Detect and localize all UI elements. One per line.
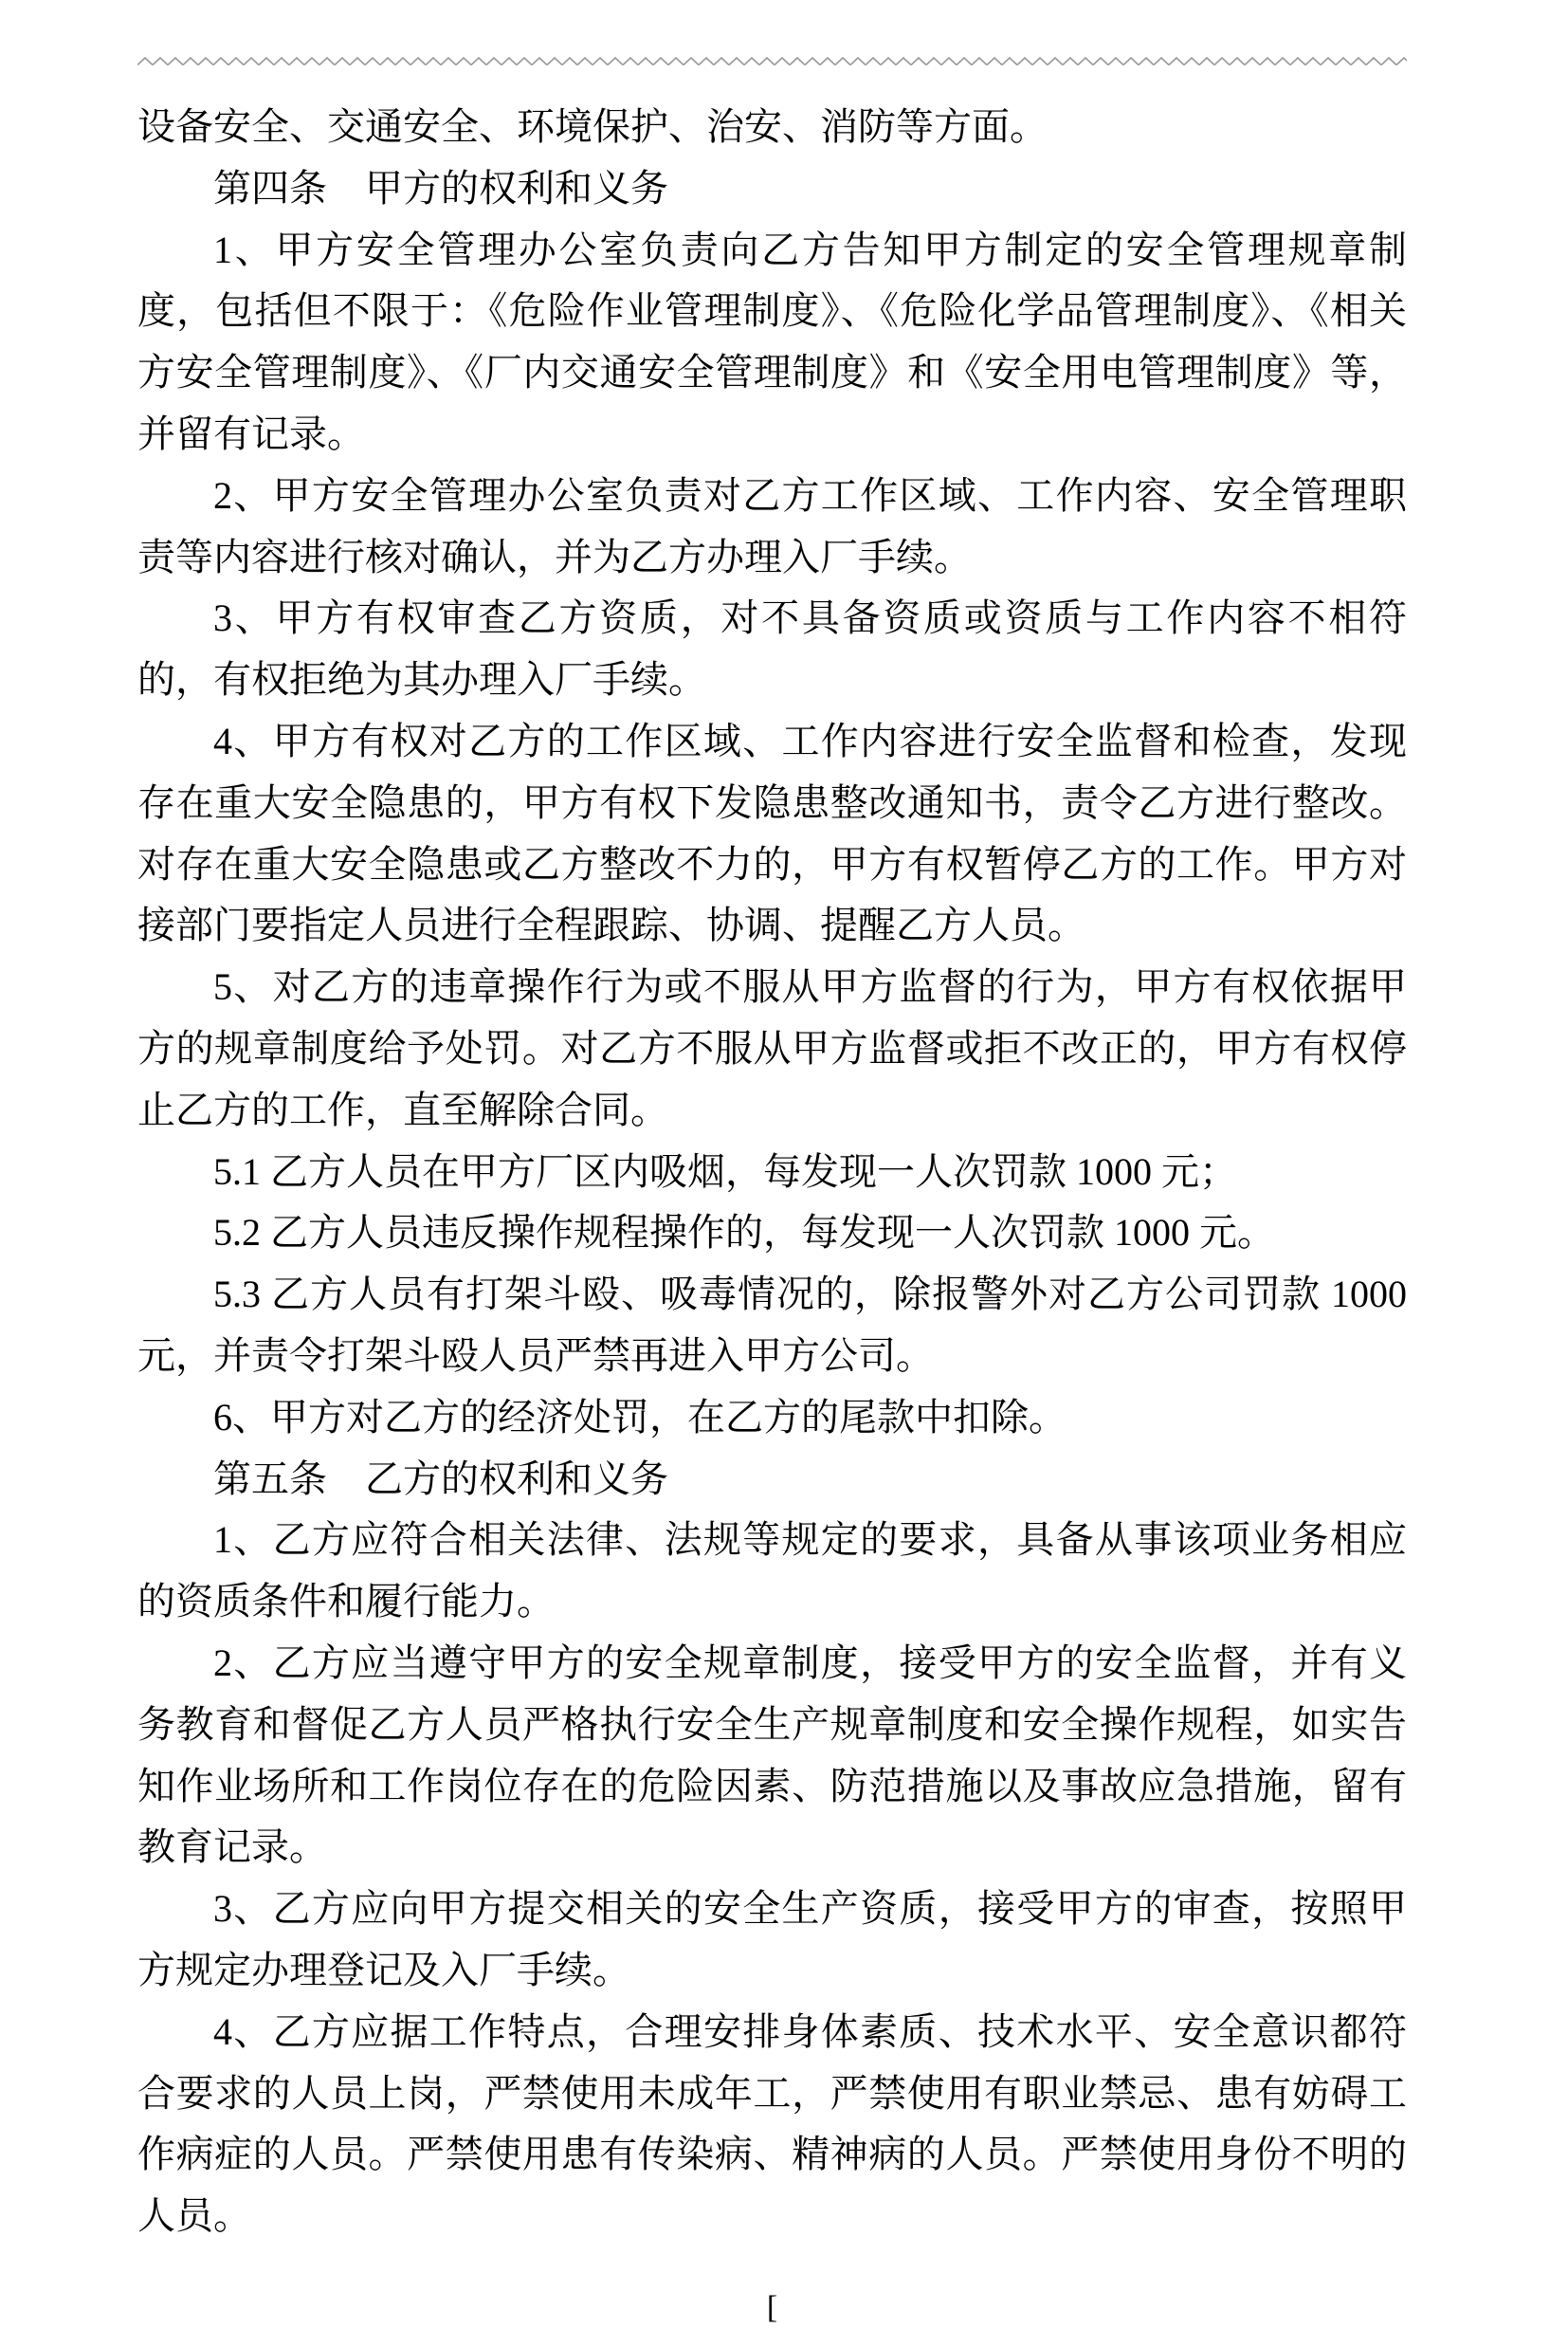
document-body [137, 97, 1407, 2247]
paragraph: 5、对乙方的违章操作行为或不服从甲方监督的行为，甲方有权依据甲方的规章制度给予处罚。对乙方不服从甲方监督或拒不改正的，甲方有权停止乙方的工作，直至解除合同。 [137, 965, 1407, 1131]
paragraph: 5.1 乙方人员在甲方厂区内吸烟，每发现一人次罚款 1000 元； [213, 1149, 1237, 1193]
wavy-divider [137, 55, 1407, 68]
paragraph: 设备安全、交通安全、环境保护、治安、消防等方面。 [137, 105, 1048, 148]
footer-mark: [ [766, 2289, 778, 2325]
wavy-line-graphic [137, 55, 1407, 68]
paragraph: 5.3 乙方人员有打架斗殴、吸毒情况的，除报警外对乙方公司罚款 1000 元，并责令打架斗殴人员严禁再进入甲方公司。 [137, 1273, 1407, 1377]
paragraph: 2、甲方安全管理办公室负责对乙方工作区域、工作内容、安全管理职责等内容进行核对确认，并为乙方办理入厂手续。 [137, 473, 1407, 578]
paragraph: 1、乙方应符合相关法律、法规等规定的要求，具备从事该项业务相应的资质条件和履行能力。 [137, 1518, 1407, 1623]
paragraph: 4、甲方有权对乙方的工作区域、工作内容进行安全监督和检查，发现存在重大安全隐患的，甲方有权下发隐患整改通知书，责令乙方进行整改。对存在重大安全隐患或乙方整改不力的，甲方有权暂停乙方的工作。甲方对接部门要指定人员进行全程跟踪、协调、提醒乙方人员。 [137, 719, 1407, 947]
paragraph: 2、乙方应当遵守甲方的安全规章制度，接受甲方的安全监督，并有义务教育和督促乙方人员严格执行安全生产规章制度和安全操作规程，如实告知作业场所和工作岗位存在的危险因素、防范措施以及事故应急措施，留有教育记录。 [137, 1641, 1407, 1869]
paragraph: 4、乙方应据工作特点，合理安排身体素质、技术水平、安全意识都符合要求的人员上岗，严禁使用未成年工，严禁使用有职业禁忌、患有妨碍工作病症的人员。严禁使用患有传染病、精神病的人员。严禁使用身份不明的人员。 [137, 2009, 1407, 2238]
paragraph: 3、乙方应向甲方提交相关的安全生产资质，接受甲方的审查，按照甲方规定办理登记及入厂手续。 [137, 1887, 1407, 1991]
paragraph: 3、甲方有权审查乙方资质，对不具备资质或资质与工作内容不相符的，有权拒绝为其办理入厂手续。 [137, 596, 1407, 702]
paragraph: 5.2 乙方人员违反操作规程操作的，每发现一人次罚款 1000 元。 [213, 1211, 1275, 1255]
section-heading: 第四条 甲方的权利和义务 [213, 166, 668, 210]
paragraph: 1、甲方安全管理办公室负责向乙方告知甲方制定的安全管理规章制度，包括但不限于：《危险作业管理制度》、《危险化学品管理制度》、《相关方安全管理制度》、《厂内交通安全管理制度》和《安全用电管理制度》等，并留有记录。 [137, 228, 1407, 455]
section-heading: 第五条 乙方的权利和义务 [213, 1457, 668, 1500]
paragraph: 6、甲方对乙方的经济处罚，在乙方的尾款中扣除。 [213, 1395, 1067, 1439]
